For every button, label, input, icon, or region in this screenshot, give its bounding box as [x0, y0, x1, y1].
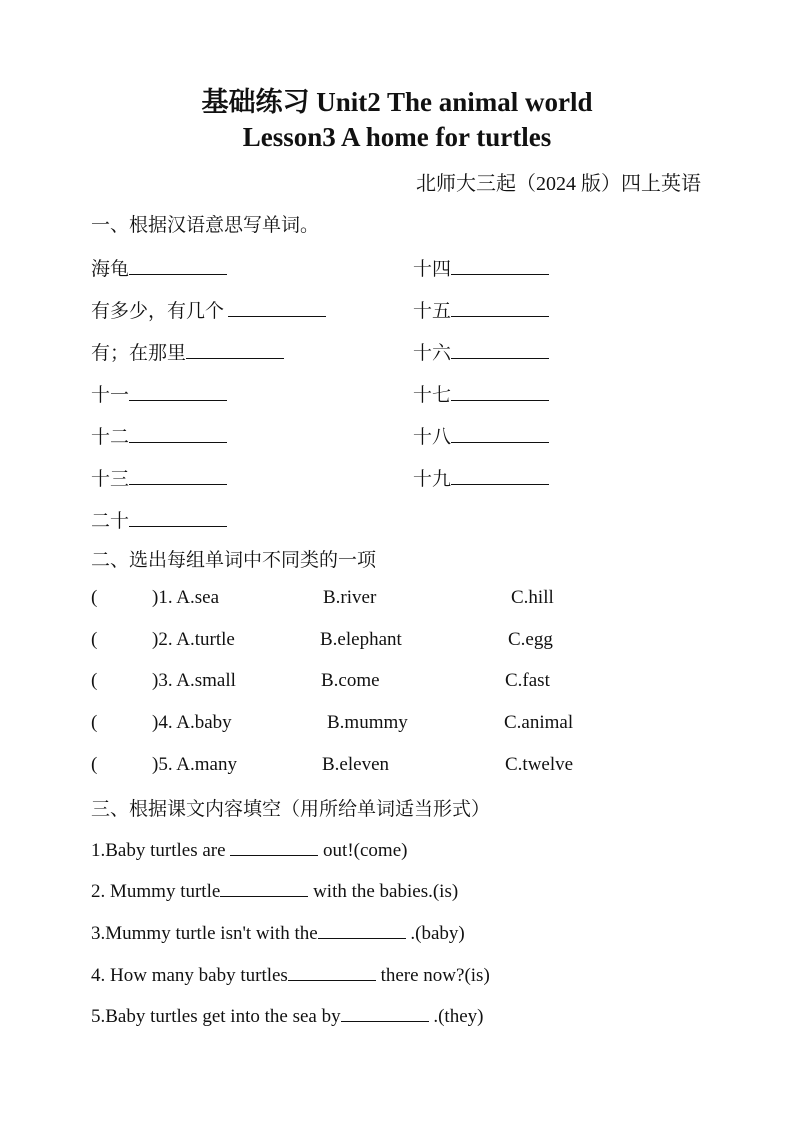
- answer-blank[interactable]: [228, 298, 326, 317]
- vocab-item-left: 海龟: [91, 254, 227, 281]
- vocab-item-right: 十七: [413, 380, 549, 407]
- answer-blank[interactable]: [318, 920, 406, 939]
- section3-heading: 三、根据课文内容填空（用所给单词适当形式）: [91, 799, 491, 820]
- answer-paren[interactable]: (: [91, 712, 98, 733]
- option-b: B.river: [323, 587, 377, 608]
- answer-blank[interactable]: [451, 256, 549, 275]
- worksheet-title: 基础练习 Unit2 The animal world: [201, 87, 593, 117]
- vocab-item-right: 十八: [413, 422, 549, 449]
- option-c: C.egg: [508, 629, 553, 650]
- answer-blank[interactable]: [451, 340, 549, 359]
- option-b: B.mummy: [327, 712, 408, 733]
- option-a: )2. A.turtle: [152, 629, 235, 650]
- answer-paren[interactable]: (: [91, 587, 98, 608]
- answer-blank[interactable]: [129, 508, 227, 527]
- lesson-title: Lesson3 A home for turtles: [242, 122, 552, 152]
- answer-blank[interactable]: [451, 424, 549, 443]
- vocab-item-left: 有多少，有几个: [91, 296, 326, 323]
- fill-in-sentence: 5.Baby turtles get into the sea by .(they): [91, 1003, 483, 1028]
- option-c: C.twelve: [505, 754, 574, 775]
- vocab-item-right: 十五: [413, 296, 549, 323]
- vocab-item-right: 十四: [413, 254, 549, 281]
- answer-blank[interactable]: [220, 878, 308, 897]
- answer-blank[interactable]: [341, 1003, 429, 1022]
- vocab-item-left: 二十: [91, 506, 227, 533]
- answer-blank[interactable]: [129, 382, 227, 401]
- option-c: C.animal: [504, 712, 574, 733]
- answer-blank[interactable]: [129, 424, 227, 443]
- option-b: B.eleven: [322, 754, 390, 775]
- option-a: )4. A.baby: [152, 712, 232, 733]
- option-b: B.come: [321, 670, 380, 691]
- answer-blank[interactable]: [186, 340, 284, 359]
- vocab-item-left: 十三: [91, 464, 227, 491]
- answer-blank[interactable]: [451, 298, 549, 317]
- fill-in-sentence: 4. How many baby turtles there now?(is): [91, 962, 490, 987]
- textbook-subtitle: 北师大三起（2024 版）四上英语: [416, 173, 701, 195]
- answer-paren[interactable]: (: [91, 629, 98, 650]
- answer-paren[interactable]: (: [91, 670, 98, 691]
- vocab-item-right: 十六: [413, 338, 549, 365]
- vocab-item-left: 有；在那里: [91, 338, 284, 365]
- section2-heading: 二、选出每组单词中不同类的一项: [91, 550, 377, 571]
- fill-in-sentence: 2. Mummy turtle with the babies.(is): [91, 878, 458, 903]
- fill-in-sentence: 3.Mummy turtle isn't with the .(baby): [91, 920, 465, 945]
- section1-heading: 一、根据汉语意思写单词。: [91, 215, 320, 236]
- answer-blank[interactable]: [129, 256, 227, 275]
- answer-blank[interactable]: [230, 837, 318, 856]
- vocab-item-left: 十一: [91, 380, 227, 407]
- answer-blank[interactable]: [129, 466, 227, 485]
- answer-paren[interactable]: (: [91, 754, 98, 775]
- answer-blank[interactable]: [288, 962, 376, 981]
- option-c: C.hill: [511, 587, 554, 608]
- vocab-item-left: 十二: [91, 422, 227, 449]
- option-a: )3. A.small: [152, 670, 236, 691]
- option-c: C.fast: [505, 670, 550, 691]
- vocab-item-right: 十九: [413, 464, 549, 491]
- option-a: )1. A.sea: [152, 587, 220, 608]
- option-a: )5. A.many: [152, 754, 237, 775]
- answer-blank[interactable]: [451, 466, 549, 485]
- answer-blank[interactable]: [451, 382, 549, 401]
- fill-in-sentence: 1.Baby turtles are out!(come): [91, 837, 407, 862]
- option-b: B.elephant: [320, 629, 402, 650]
